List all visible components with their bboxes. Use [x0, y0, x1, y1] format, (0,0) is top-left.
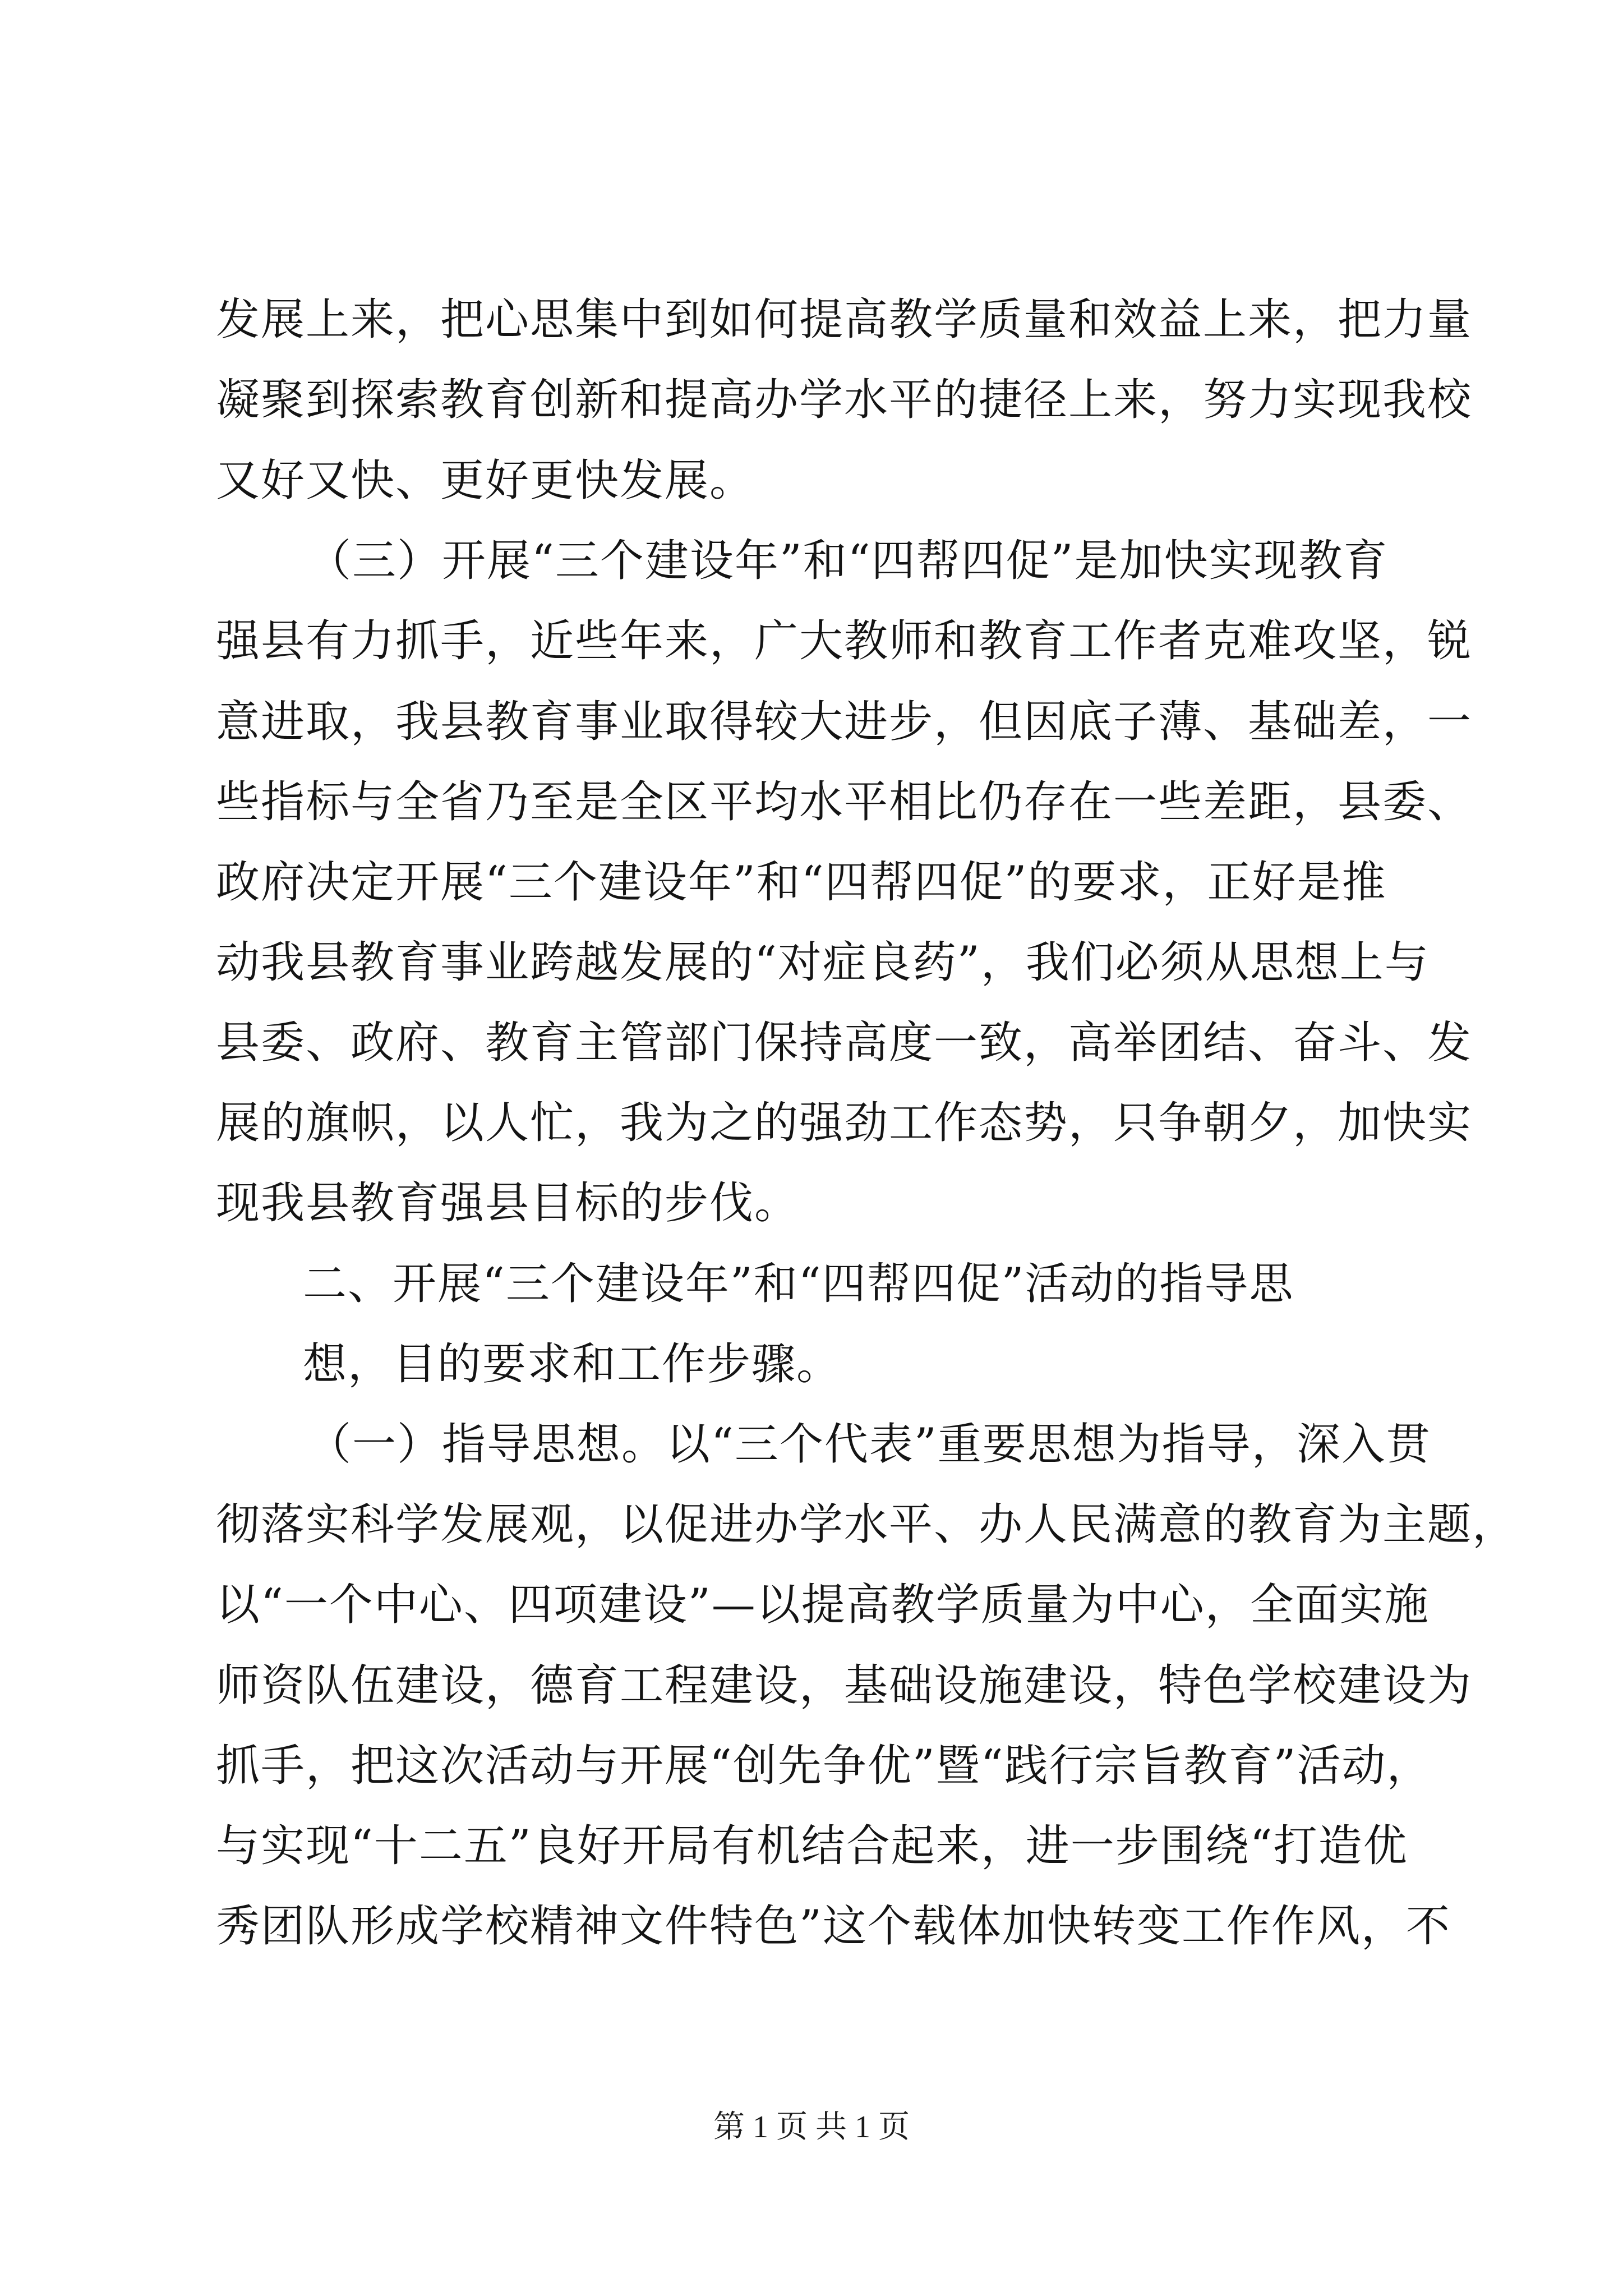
- body-line-9: 动我县教育事业跨越发展的“对症良药”，我们必须从思想上与: [216, 937, 1430, 988]
- section-heading-line-1: 二、开展“三个建设年”和“四帮四促”活动的指导思: [303, 1259, 1294, 1309]
- body-line-15: （一）指导思想。以“三个代表”重要思想为指导，深入贯: [307, 1419, 1431, 1470]
- body-line-3: 又好又快、更好更快发展。: [216, 455, 755, 506]
- body-line-16: 彻落实科学发展观，以促进办学水平、办人民满意的教育为主题，: [216, 1499, 1518, 1550]
- body-line-11: 展的旗帜，以人忙，我为之的强劲工作态势，只争朝夕，加快实: [216, 1098, 1473, 1148]
- body-line-2: 凝聚到探索教育创新和提高办学水平的捷径上来，努力实现我校: [216, 375, 1473, 425]
- page-number-footer: 第 1 页 共 1 页: [713, 2110, 910, 2145]
- body-line-20: 与实现“十二五”良好开局有机结合起来，进一步围绕“打造优: [216, 1821, 1408, 1871]
- body-line-19: 抓手，把这次活动与开展“创先争优”暨“践行宗旨教育”活动，: [216, 1741, 1432, 1791]
- body-line-1: 发展上来，把心思集中到如何提高教学质量和效益上来，把力量: [216, 295, 1473, 345]
- body-line-8: 政府决定开展“三个建设年”和“四帮四促”的要求，正好是推: [216, 857, 1387, 908]
- section-heading-line-2: 想，目的要求和工作步骤。: [303, 1339, 842, 1389]
- body-line-17: 以“一个中心、四项建设”—以提高教学质量为中心，全面实施: [216, 1580, 1430, 1630]
- body-line-18: 师资队伍建设，德育工程建设，基础设施建设，特色学校建设为: [216, 1660, 1473, 1711]
- body-line-5: 强县有力抓手，近些年来，广大教师和教育工作者克难攻坚，锐: [216, 616, 1473, 666]
- body-line-21: 秀团队形成学校精神文件特色”这个载体加快转变工作作风，不: [216, 1901, 1451, 1952]
- body-line-6: 意进取，我县教育事业取得较大进步，但因底子薄、基础差，一: [216, 697, 1473, 747]
- body-line-4: （三）开展“三个建设年”和“四帮四促”是加快实现教育: [307, 536, 1389, 586]
- body-line-12: 现我县教育强县目标的步伐。: [216, 1178, 800, 1228]
- body-line-10: 县委、政府、教育主管部门保持高度一致，高举团结、奋斗、发: [216, 1018, 1473, 1068]
- body-line-7: 些指标与全省乃至是全区平均水平相比仍存在一些差距，县委、: [216, 777, 1473, 827]
